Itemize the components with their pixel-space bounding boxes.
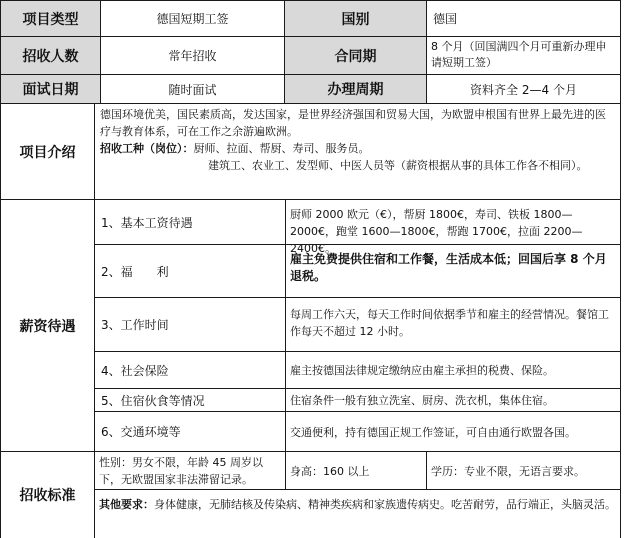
- label-country: 国别: [284, 0, 427, 37]
- label-processing-period: 办理周期: [284, 74, 427, 104]
- salary-item-name: 1、基本工资待遇: [94, 199, 286, 245]
- value-processing-period: 资料齐全 2—4 个月: [426, 74, 621, 104]
- label-contract-period: 合同期: [284, 36, 427, 75]
- label-interview-date: 面试日期: [0, 74, 101, 104]
- label-salary: 薪资待遇: [0, 199, 95, 452]
- requirement-gender-age: 性别：男女不限，年龄 45 周岁以下，无欧盟国家非法滞留记录。: [94, 451, 286, 490]
- label-project-type: 项目类型: [0, 0, 101, 37]
- salary-item-value: 交通便利，持有德国正规工作签证，可自由通行欧盟各国。: [285, 411, 621, 452]
- other-requirements-text: 身体健康，无肺结核及传染病、精神类疾病和家族遗传病史。吃苦耐劳，品行端正，头脑灵活。: [154, 498, 616, 511]
- project-intro-content: [94, 103, 621, 200]
- intro-description: 德国环境优美，国民素质高，发达国家，是世界经济强国和贸易大国，为欧盟申根国有世界上最先进的医疗与教育体系，可在工作之余游遍欧洲。: [100, 108, 606, 138]
- value-project-type: 德国短期工签: [100, 0, 285, 37]
- requirement-other: [94, 489, 621, 538]
- salary-item-value: 厨师 2000 欧元（€），帮厨 1800€，寿司、铁板 1800—2000€，跑堂 1600—1800€，帮跑 1700€，拉面 2200—2400€。: [285, 199, 621, 245]
- other-requirements-label: 其他要求：: [99, 498, 154, 511]
- salary-item-value: 每周工作六天，每天工作时间依据季节和雇主的经营情况。餐馆工作每天不超过 12 小时。: [285, 297, 621, 352]
- salary-item-name: 4、社会保险: [94, 351, 286, 389]
- value-contract-period: 8 个月（回国满四个月可重新办理申请短期工签）: [426, 36, 621, 75]
- jobs-list-1: 厨师、拉面、帮厨、寿司、服务员。: [193, 142, 370, 155]
- salary-item-name: 3、工作时间: [94, 297, 286, 352]
- jobs-label: 招收工种（岗位）：: [100, 142, 194, 155]
- label-requirements: 招收标准: [0, 451, 95, 538]
- value-recruit-count: 常年招收: [100, 36, 285, 75]
- salary-item-name: 6、交通环境等: [94, 411, 286, 452]
- value-country: 德国: [426, 0, 621, 37]
- salary-item-name: 5、住宿伙食等情况: [94, 388, 286, 412]
- salary-item-value: 雇主按德国法律规定缴纳应由雇主承担的税费、保险。: [285, 351, 621, 389]
- jobs-list-2: 建筑工、农业工、发型师、中医人员等（薪资根据从事的具体工作各不相同）。: [208, 159, 588, 172]
- salary-item-value: 住宿条件一般有独立洗室、厨房、洗衣机，集体住宿。: [285, 388, 621, 412]
- salary-item-name: 2、福 利: [94, 244, 286, 298]
- salary-item-value: 雇主免费提供住宿和工作餐，生活成本低；回国后享 8 个月退税。: [285, 244, 621, 298]
- requirement-height: 身高：160 以上: [285, 451, 427, 490]
- intro-jobs-line: [100, 140, 615, 157]
- value-interview-date: 随时面试: [100, 74, 285, 104]
- requirement-education: 学历：专业不限，无语言要求。: [426, 451, 621, 490]
- label-recruit-count: 招收人数: [0, 36, 101, 75]
- label-project-intro: 项目介绍: [0, 103, 95, 200]
